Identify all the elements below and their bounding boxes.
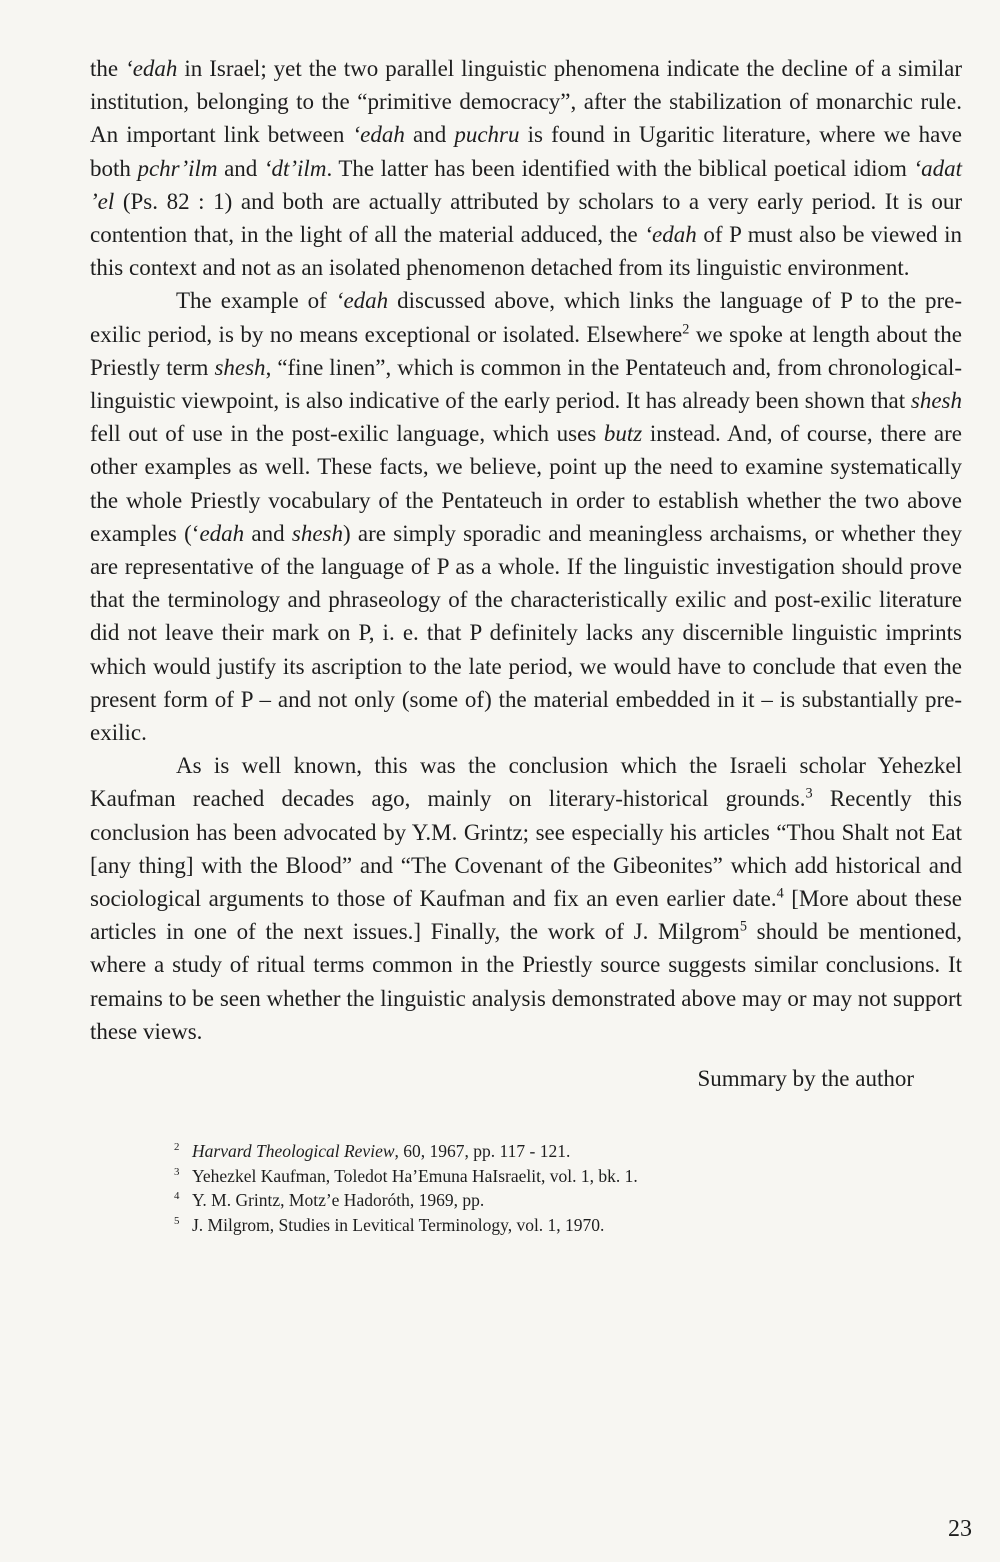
italic-term: butz bbox=[603, 421, 643, 447]
italic-term: edah bbox=[199, 520, 245, 546]
body-paragraph: As is well known, this was the conclusion which the Israeli scholar Yehezkel Kaufman reached decades ago, mainly on literary-historical grounds.$^3$ Recently this conclusion has been advocated by Y.M. Grintz; see especially his articles “Thou Shalt not Eat [any thing] with the Blood” and “The Covenant of the Gibeonites” which add historical and sociological arguments to those of Kaufman and fix an even earlier date.$^4$ [More about these articles in one of the next issues.] Finally, the work of J. Milgrom$^5$ should be mentioned, where a study of ritual terms common in the Priestly source suggests similar conclusions. It remains to be seen whether the linguistic analysis demonstrated above may or may not support these views. bbox=[90, 753, 963, 1044]
italic-term: ‘edah bbox=[335, 288, 389, 314]
italic-term: ‘edah bbox=[125, 56, 178, 81]
footnote: $^4$ Y. M. Grintz, Motz’e Hadoróth, 1969, pp. bbox=[174, 1190, 485, 1211]
italic-term: ‘dt’ilm bbox=[263, 155, 327, 181]
italic-term: ‘edah bbox=[352, 122, 405, 148]
footnote-reference: 3 bbox=[805, 785, 813, 802]
footnote-text: Yehezkel Kaufman, Toledot Ha’Emuna HaIsraelit, vol. 1, bk. 1. bbox=[192, 1165, 638, 1186]
document-page bbox=[90, 52, 962, 1237]
italic-term: puchru bbox=[454, 122, 520, 148]
footnote: $^5$ J. Milgrom, Studies in Levitical Terminology, vol. 1, 1970. bbox=[174, 1214, 605, 1235]
footnote: $^2$ Harvard Theological Review, 60, 1967, pp. 117 - 121. bbox=[174, 1141, 571, 1162]
italic-term: ‘adat ’el bbox=[90, 155, 963, 214]
footnote-text: J. Milgrom, Studies in Levitical Terminology, vol. 1, 1970. bbox=[192, 1214, 605, 1235]
italic-term: shesh bbox=[910, 388, 962, 414]
footnote-reference: 2 bbox=[682, 320, 690, 337]
footnote-text: Harvard Theological Review, 60, 1967, pp. 117 - 121. bbox=[192, 1141, 571, 1162]
footnote: $^3$ Yehezkel Kaufman, Toledot Ha’Emuna HaIsraelit, vol. 1, bk. 1. bbox=[174, 1165, 638, 1186]
footnotes bbox=[90, 1139, 962, 1237]
body-paragraph: The example of ‘edah discussed above, which links the language of P to the pre-exilic period, is by no means exceptional or isolated. Elsewhere$^2$ we spoke at length about the Priestly term shesh, “fine linen”, which is common in the Pentateuch and, from chronological-linguistic viewpoint, is also indicative of the early period. It has already been shown that shesh fell out of use in the post-exilic language, which uses butz instead. And, of course, there are other examples as well. These facts, we believe, point up the need to examine systematically the whole Priestly vocabulary of the Pentateuch in order to establish whether the two above examples (‘edah and shesh) are simply sporadic and meaningless archaisms, or whether they are representative of the language of P as a whole. If the linguistic investigation should prove that the terminology and phraseology of the characteristically exilic and post-exilic literature did not leave their mark on P, i. e. that P definitely lacks any discernible linguistic imprints which would justify its ascription to the late period, we would have to conclude that even the present form of P – and not only (some of) the material embedded in it – is substantially pre-exilic. bbox=[90, 288, 962, 746]
footnote-text: Y. M. Grintz, Motz’e Hadoróth, 1969, pp. bbox=[192, 1190, 485, 1211]
italic-term: ‘edah bbox=[644, 222, 697, 248]
author-signature: Summary by the author bbox=[697, 1066, 914, 1092]
footnote-reference: 4 bbox=[776, 885, 784, 902]
page-number: 23 bbox=[948, 1516, 972, 1542]
footnote-reference: 5 bbox=[739, 918, 747, 935]
body-paragraph: the ‘edah in Israel; yet the two parallel linguistic phenomena indicate the decline of a similar institution, belonging to the “primitive democracy”, after the stabilization of monarchic rule. An important link between ‘edah and puchru is found in Ugaritic literature, where we have both pchr’ilm and ‘dt’ilm. The latter has been identified with the biblical poetical idiom ‘adat ’el (Ps. 82 : 1) and both are actually attributed by scholars to a very early period. It is our contention that, in the light of all the material adduced, the ‘edah of P must also be viewed in this context and not as an isolated phenomenon detached from its linguistic environment. bbox=[90, 56, 963, 281]
italic-term: pchr’ilm bbox=[137, 155, 218, 181]
italic-term: shesh bbox=[214, 354, 266, 380]
italic-term: Harvard Theological Review bbox=[192, 1141, 395, 1162]
italic-term: shesh bbox=[291, 520, 343, 546]
